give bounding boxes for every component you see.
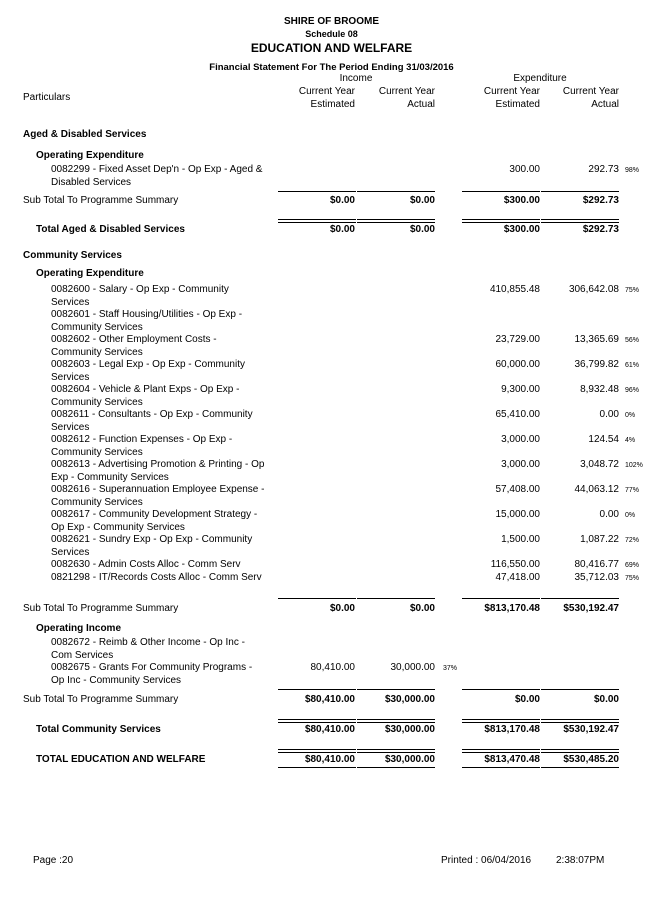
- line-item-desc: 0082601 - Staff Housing/Utilities - Op Exp - Community Services: [51, 309, 243, 333]
- exp-est-value: 410,855.48: [489, 284, 540, 295]
- rule: [541, 219, 619, 223]
- expenditure-header: Expenditure: [513, 73, 567, 84]
- line-item-desc: 0082616 - Superannuation Employee Expense - Community Services: [51, 484, 265, 508]
- schedule-label: Schedule 08: [305, 29, 358, 39]
- exp-est-value: 60,000.00: [495, 359, 540, 370]
- line-item-desc: 0082602 - Other Employment Costs - Community Services: [51, 334, 217, 358]
- percent-value: 102%: [625, 462, 643, 469]
- total-inc-act: $0.00: [409, 224, 435, 235]
- percent-value: 98%: [625, 167, 640, 174]
- exp-act-value: 8,932.48: [580, 384, 619, 395]
- printed-time: 2:38:07PM: [556, 855, 605, 866]
- line-item-desc: 0082612 - Function Expenses - Op Exp - Community Services: [51, 434, 233, 458]
- exp-est-value: 300.00: [509, 164, 540, 175]
- percent-value: 75%: [625, 287, 640, 294]
- total-exp-est: $813,170.48: [484, 724, 540, 735]
- exp-est-value: 65,410.00: [495, 409, 540, 420]
- rule: [541, 767, 619, 768]
- exp-act-value: 124.54: [588, 434, 619, 445]
- exp-act-value: 44,063.12: [574, 484, 619, 495]
- percent-value: 0%: [625, 512, 636, 519]
- total-inc-est: $80,410.00: [304, 724, 355, 735]
- rule: [278, 689, 356, 690]
- exp-est-value: 1,500.00: [501, 534, 540, 545]
- rule: [462, 689, 540, 690]
- grand-total-label: TOTAL EDUCATION AND WELFARE: [36, 754, 206, 765]
- exp-est-value: 47,418.00: [495, 572, 540, 583]
- line-item-desc: 0082611 - Consultants - Op Exp - Community Services: [51, 409, 253, 433]
- subtotal-exp-act: $0.00: [593, 694, 619, 705]
- rule: [357, 219, 435, 223]
- line-item-desc: 0082613 - Advertising Promotion & Printing - Op Exp - Community Services: [51, 459, 265, 483]
- percent-value: 72%: [625, 537, 640, 544]
- rule: [541, 749, 619, 753]
- rule: [278, 719, 356, 723]
- total-exp-est: $300.00: [503, 224, 540, 235]
- line-item-desc: 0082600 - Salary - Op Exp - Community Services: [51, 284, 229, 308]
- line-item-desc: 0082603 - Legal Exp - Op Exp - Community Services: [51, 359, 245, 383]
- line-item-desc: 0082630 - Admin Costs Alloc - Comm Serv: [51, 559, 241, 570]
- rule: [357, 719, 435, 723]
- rule: [541, 719, 619, 723]
- subsection-heading: Operating Income: [36, 623, 122, 634]
- exp-est-value: 15,000.00: [495, 509, 540, 520]
- exp-act-header-1: Current Year: [562, 86, 619, 97]
- subtotal-exp-est: $300.00: [503, 195, 540, 206]
- exp-act-value: 1,087.22: [580, 534, 619, 545]
- line-item-desc: 0082621 - Sundry Exp - Op Exp - Community Services: [51, 534, 253, 558]
- inc-est-header-1: Current Year: [298, 86, 355, 97]
- percent-value: 4%: [625, 437, 636, 444]
- exp-act-value: 292.73: [588, 164, 619, 175]
- rule: [462, 767, 540, 768]
- org-name: SHIRE OF BROOME: [283, 16, 379, 27]
- rule: [278, 191, 356, 192]
- exp-act-value: 80,416.77: [574, 559, 619, 570]
- exp-act-value: 3,048.72: [580, 459, 619, 470]
- exp-est-value: 57,408.00: [495, 484, 540, 495]
- rule: [357, 191, 435, 192]
- percent-value: 75%: [625, 575, 640, 582]
- section-heading: Community Services: [23, 250, 122, 261]
- exp-act-value: 0.00: [599, 509, 619, 520]
- subtotal-label: Sub Total To Programme Summary: [23, 694, 179, 705]
- rule: [278, 767, 356, 768]
- line-item-desc: 0082617 - Community Development Strategy - Op Exp - Community Services: [51, 509, 258, 533]
- rule: [541, 689, 619, 690]
- exp-est-header-1: Current Year: [483, 86, 540, 97]
- exp-est-header-2: Estimated: [495, 99, 540, 110]
- inc-est-header-2: Estimated: [310, 99, 355, 110]
- exp-est-value: 9,300.00: [501, 384, 540, 395]
- rule: [462, 191, 540, 192]
- percent-value: 37%: [443, 665, 458, 672]
- grand-total-exp-act: $530,485.20: [563, 754, 619, 765]
- grand-total-inc-est: $80,410.00: [304, 754, 355, 765]
- total-exp-act: $530,192.47: [563, 724, 619, 735]
- exp-est-value: 3,000.00: [501, 434, 540, 445]
- subtotal-exp-act: $530,192.47: [563, 603, 619, 614]
- total-inc-est: $0.00: [329, 224, 355, 235]
- subsection-heading: Operating Expenditure: [36, 150, 144, 161]
- percent-value: 61%: [625, 362, 640, 369]
- rule: [278, 749, 356, 753]
- page-number: Page :20: [33, 855, 74, 866]
- grand-total-inc-act: $30,000.00: [384, 754, 435, 765]
- line-item-desc: 0082604 - Vehicle & Plant Exps - Op Exp - Community Services: [51, 384, 240, 408]
- exp-est-value: 116,550.00: [490, 559, 540, 570]
- rule: [357, 689, 435, 690]
- subsection-heading: Operating Expenditure: [36, 268, 144, 279]
- exp-act-value: 306,642.08: [568, 284, 619, 295]
- total-label: Total Community Services: [36, 724, 161, 735]
- rule: [462, 749, 540, 753]
- period-label: Financial Statement For The Period Ending 31/03/2016: [209, 62, 454, 73]
- inc-est-value: 80,410.00: [310, 662, 355, 673]
- subtotal-inc-est: $0.00: [329, 195, 355, 206]
- printed-date: Printed : 06/04/2016: [441, 855, 532, 866]
- line-item-desc: 0082675 - Grants For Community Programs - Op Inc - Community Services: [51, 662, 253, 686]
- exp-act-value: 35,712.03: [574, 572, 619, 583]
- total-exp-act: $292.73: [582, 224, 619, 235]
- percent-value: 77%: [625, 487, 640, 494]
- exp-est-value: 3,000.00: [501, 459, 540, 470]
- exp-est-value: 23,729.00: [495, 334, 540, 345]
- grand-total-exp-est: $813,470.48: [484, 754, 540, 765]
- percent-value: 56%: [625, 337, 640, 344]
- rule: [357, 598, 435, 599]
- subtotal-inc-act: $30,000.00: [384, 694, 435, 705]
- subtotal-exp-est: $813,170.48: [484, 603, 540, 614]
- percent-value: 69%: [625, 562, 640, 569]
- inc-act-header-1: Current Year: [378, 86, 435, 97]
- rule: [541, 191, 619, 192]
- subtotal-label: Sub Total To Programme Summary: [23, 603, 179, 614]
- exp-act-value: 13,365.69: [574, 334, 619, 345]
- line-item-desc: 0821298 - IT/Records Costs Alloc - Comm Serv: [51, 572, 262, 583]
- subtotal-inc-act: $0.00: [409, 195, 435, 206]
- rule: [278, 598, 356, 599]
- line-item-desc: 0082672 - Reimb & Other Income - Op Inc - Com Services: [51, 637, 245, 661]
- subtotal-inc-est: $80,410.00: [304, 694, 355, 705]
- subtotal-exp-est: $0.00: [514, 694, 540, 705]
- total-inc-act: $30,000.00: [384, 724, 435, 735]
- rule: [278, 219, 356, 223]
- percent-value: 96%: [625, 387, 640, 394]
- rule: [462, 598, 540, 599]
- particulars-header: Particulars: [23, 92, 71, 103]
- line-item-desc: 0082299 - Fixed Asset Dep'n - Op Exp - Aged & Disabled Services: [51, 164, 263, 188]
- subtotal-label: Sub Total To Programme Summary: [23, 195, 179, 206]
- subtotal-inc-act: $0.00: [409, 603, 435, 614]
- rule: [357, 767, 435, 768]
- rule: [541, 598, 619, 599]
- subtotal-exp-act: $292.73: [582, 195, 619, 206]
- inc-act-header-2: Actual: [407, 99, 435, 110]
- rule: [357, 749, 435, 753]
- exp-act-value: 36,799.82: [574, 359, 619, 370]
- page-title: EDUCATION AND WELFARE: [250, 41, 413, 55]
- income-header: Income: [339, 73, 373, 84]
- section-heading: Aged & Disabled Services: [23, 129, 147, 140]
- exp-act-value: 0.00: [599, 409, 619, 420]
- rule: [462, 719, 540, 723]
- total-label: Total Aged & Disabled Services: [36, 224, 185, 235]
- exp-act-header-2: Actual: [591, 99, 619, 110]
- rule: [462, 219, 540, 223]
- inc-act-value: 30,000.00: [390, 662, 435, 673]
- subtotal-inc-est: $0.00: [329, 603, 355, 614]
- percent-value: 0%: [625, 412, 636, 419]
